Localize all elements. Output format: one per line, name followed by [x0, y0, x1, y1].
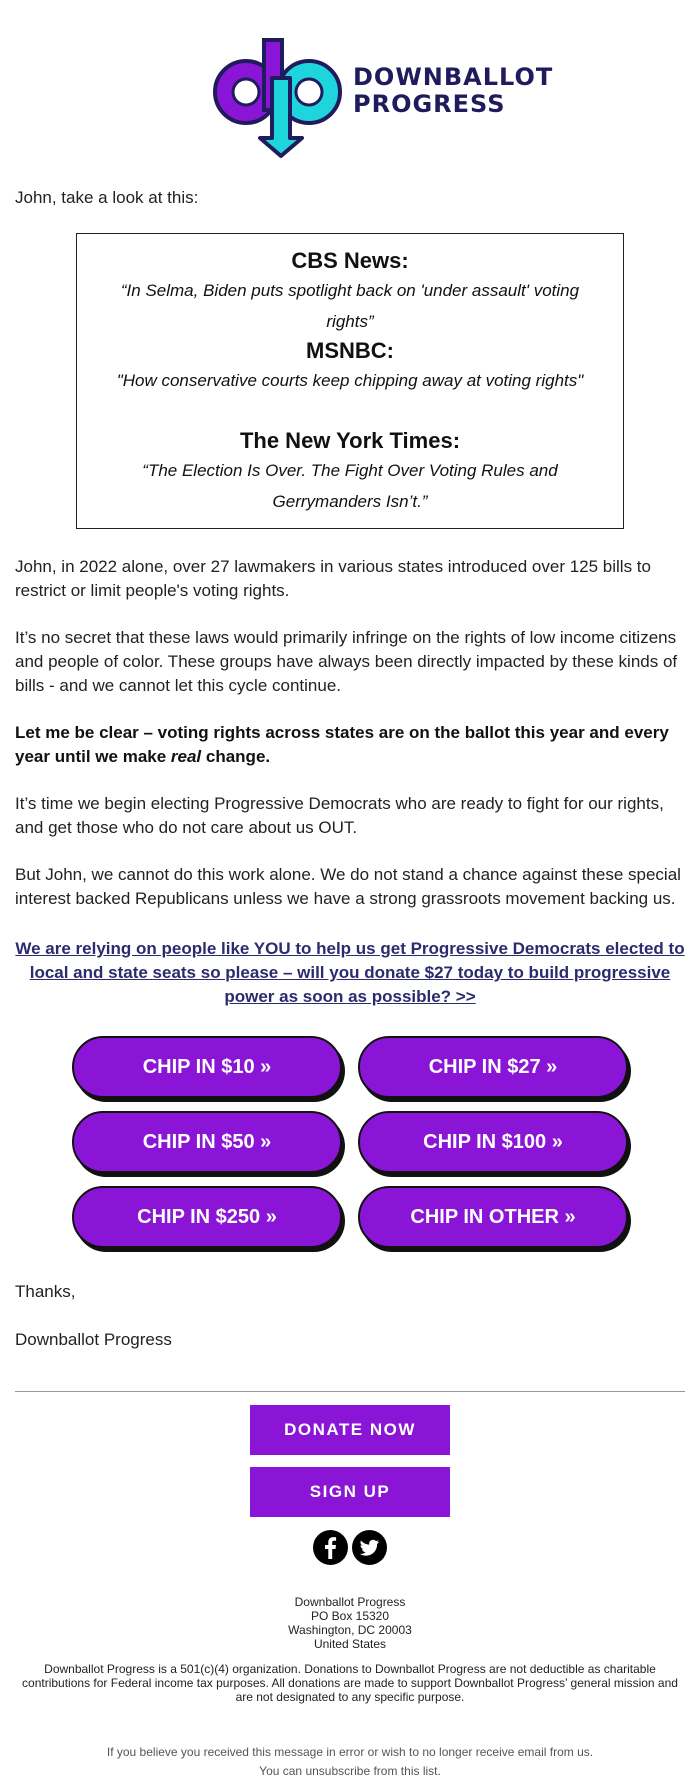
greeting: John, take a look at this:: [15, 188, 199, 207]
quote-source-cbs: CBS News:: [291, 248, 409, 273]
unsubscribe-notice: [15, 1743, 685, 1781]
donate-27-link[interactable]: We are relying on people like YOU to help us get Progressive Democrats elected to local and state seats so please – will you donate $27 today to build progressive power as soon as possible? >>: [15, 939, 685, 1006]
downballot-progress-logo[interactable]: [208, 38, 554, 160]
twitter-icon[interactable]: [352, 1530, 387, 1565]
body-paragraph-4: It’s time we begin electing Progressive Democrats who are ready to fight for our rights, and get those who do not care about us OUT.: [15, 794, 664, 837]
legal-disclaimer: Downballot Progress is a 501(c)(4) organization. Donations to Downballot Progress are not deductible as charitable contributions for Federal income tax purposes. All donations are made to support Downballot Progress’ general mission and are not designated to any specific purpose.: [22, 1662, 678, 1704]
p3-bold-end: change.: [201, 747, 271, 766]
signoff-signature: Downballot Progress: [15, 1330, 172, 1349]
unsubscribe-link[interactable]: You can unsubscribe from this list.: [259, 1764, 441, 1778]
facebook-icon[interactable]: [313, 1530, 348, 1565]
quote-source-nyt: The New York Times:: [239, 428, 461, 453]
p3-emphasis: real: [170, 747, 202, 766]
quote-text-cbs: “In Selma, Biden puts spotlight back on 'under assault' voting rights”: [120, 281, 580, 331]
body-paragraph-3: [15, 721, 685, 769]
sign-up-button[interactable]: SIGN UP: [250, 1467, 450, 1517]
quote-source-msnbc: MSNBC:: [306, 338, 394, 363]
address-box: PO Box 15320: [310, 1609, 390, 1623]
chip-in-100-button[interactable]: CHIP IN $100 »: [358, 1111, 628, 1173]
chip-in-other-button[interactable]: CHIP IN OTHER »: [358, 1186, 628, 1248]
chip-in-27-button[interactable]: CHIP IN $27 »: [358, 1036, 628, 1098]
headlines-box: [76, 233, 624, 529]
address-country: United States: [313, 1637, 387, 1651]
mailing-address: [15, 1595, 685, 1651]
body-paragraph-1: John, in 2022 alone, over 27 lawmakers in various states introduced over 125 bills to restrict or limit people's voting rights.: [15, 557, 651, 600]
quote-text-msnbc: "How conservative courts keep chipping away at voting rights": [116, 371, 584, 390]
logo-line-1: DOWNBALLOT: [353, 63, 554, 91]
donate-now-button[interactable]: DONATE NOW: [250, 1405, 450, 1455]
unsubscribe-line-1: If you believe you received this message in error or wish to no longer receive email from us.: [106, 1745, 594, 1759]
address-org: Downballot Progress: [294, 1595, 406, 1609]
dp-logo-icon: [208, 38, 348, 160]
chip-in-50-button[interactable]: CHIP IN $50 »: [72, 1111, 342, 1173]
quote-text-nyt-line2: Gerrymanders Isn’t.”: [272, 492, 428, 511]
body-paragraph-5: But John, we cannot do this work alone. We do not stand a chance against these special interest backed Republicans unless we have a strong grassroots movement backing us.: [15, 865, 681, 908]
chip-in-10-button[interactable]: CHIP IN $10 »: [72, 1036, 342, 1098]
body-paragraph-2: It’s no secret that these laws would primarily infringe on the rights of low income citizens and people of color. These groups have always been directly impacted by these kinds of bills - and we cannot let this cycle continue.: [15, 628, 678, 695]
p3-bold-start: Let me be clear – voting rights across states are on the ballot this year and every year until we make: [15, 723, 669, 766]
address-city: Washington, DC 20003: [288, 1623, 412, 1637]
logo-line-2: PROGRESS: [353, 90, 506, 118]
chip-in-250-button[interactable]: CHIP IN $250 »: [72, 1186, 342, 1248]
logo-wordmark: [353, 64, 553, 118]
signoff-thanks: Thanks,: [15, 1282, 76, 1301]
footer-divider: [15, 1391, 685, 1392]
quote-text-nyt-line1: “The Election Is Over. The Fight Over Voting Rules and: [142, 461, 558, 480]
